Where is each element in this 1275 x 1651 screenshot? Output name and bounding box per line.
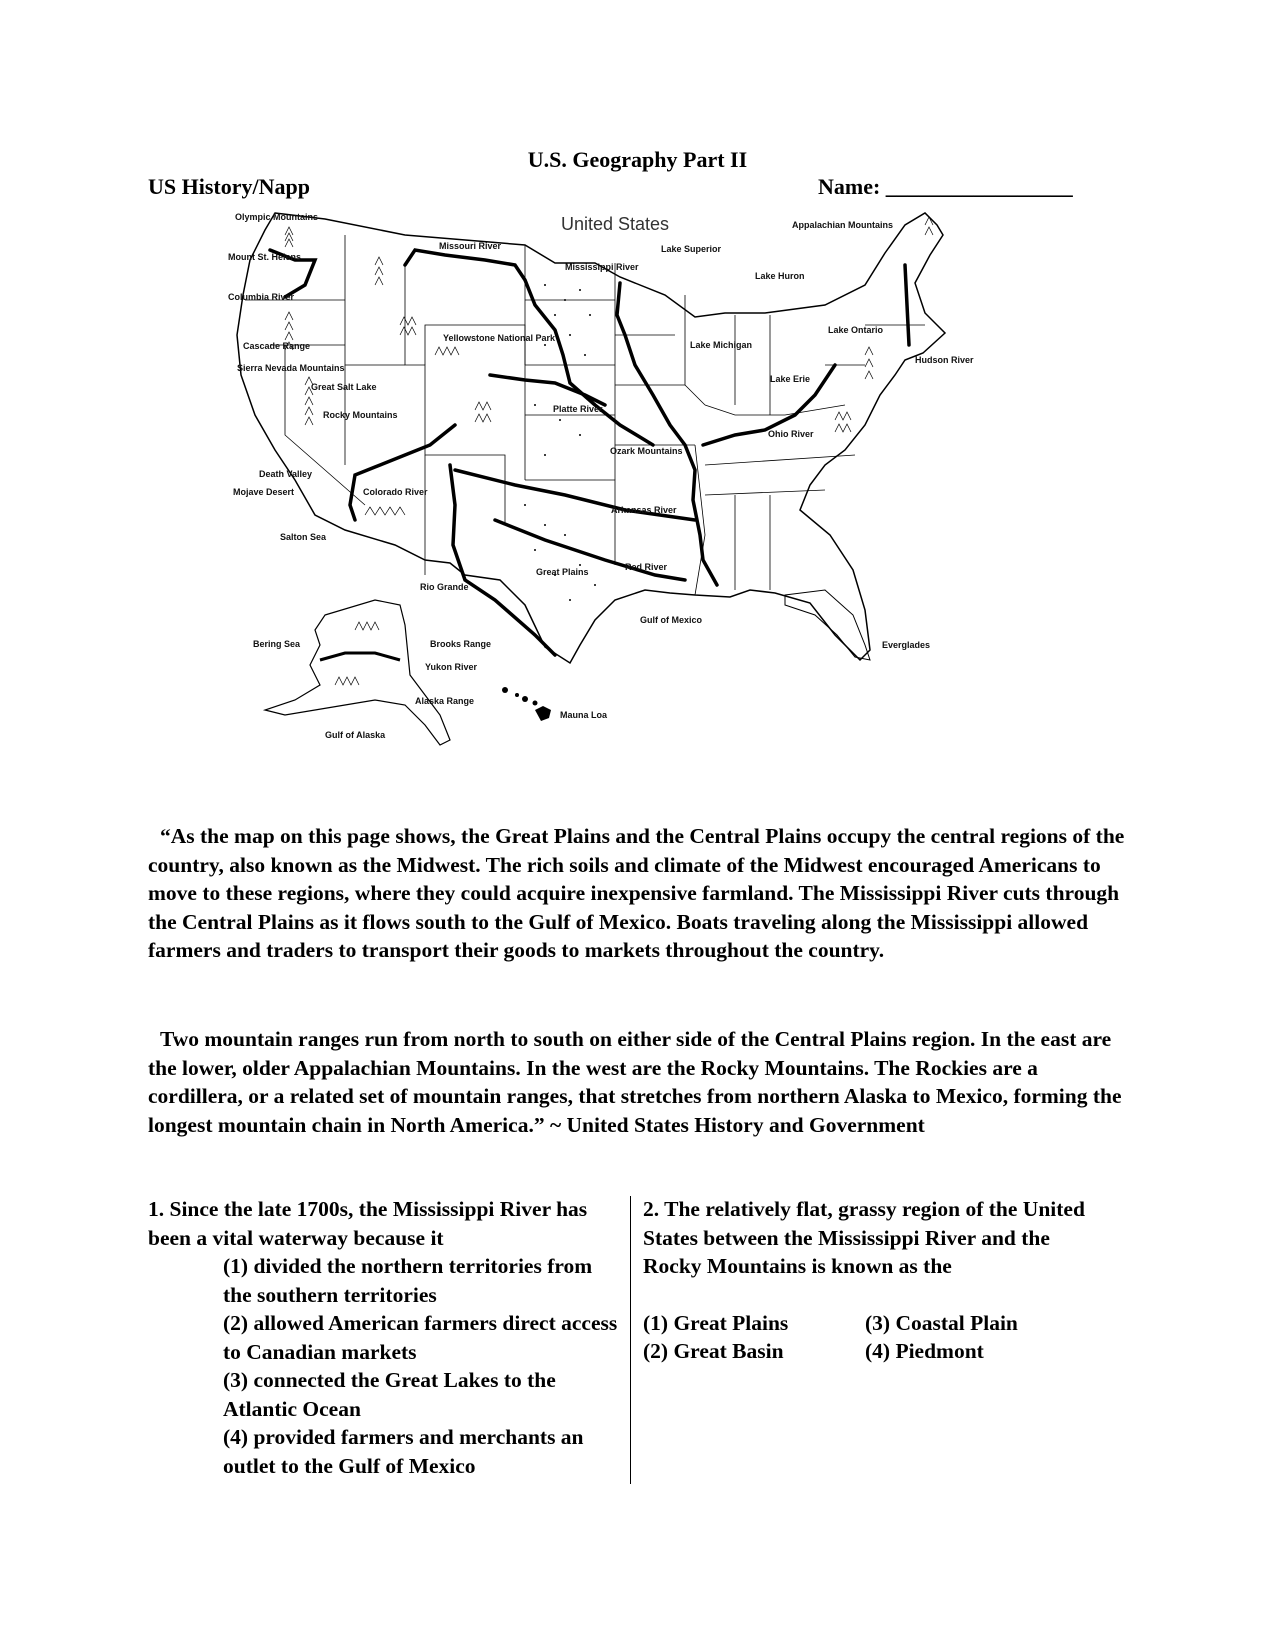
label-gulf-of-alaska: Gulf of Alaska — [325, 730, 386, 740]
label-ozark-mountains: Ozark Mountains — [610, 446, 683, 456]
hawaii-islands — [502, 687, 551, 721]
label-death-valley: Death Valley — [259, 469, 313, 479]
label-arkansas-river: Arkansas River — [611, 505, 677, 515]
label-bering-sea: Bering Sea — [253, 639, 301, 649]
label-lake-superior: Lake Superior — [661, 244, 722, 254]
question-2-option-1[interactable]: (1) Great Plains — [643, 1310, 789, 1335]
label-lake-huron: Lake Huron — [755, 271, 805, 281]
label-yellowstone: Yellowstone National Park — [443, 333, 556, 343]
label-mississippi-river: Mississippi River — [565, 262, 639, 272]
alaska-outline — [265, 600, 450, 745]
label-lake-ontario: Lake Ontario — [828, 325, 884, 335]
label-mojave-desert: Mojave Desert — [233, 487, 295, 497]
label-red-river: Red River — [625, 562, 668, 572]
label-columbia-river: Columbia River — [228, 292, 295, 302]
question-2-stem: 2. The relatively flat, grassy region of the United States between the Mississippi River and the Rocky Mountains is known as the — [643, 1197, 1085, 1278]
label-mauna-loa: Mauna Loa — [560, 710, 608, 720]
label-colorado-river: Colorado River — [363, 487, 428, 497]
label-sierra-nevada: Sierra Nevada Mountains — [237, 363, 345, 373]
question-1 — [148, 1195, 618, 1480]
question-1-option-2[interactable]: (2) allowed American farmers direct access to Canadian markets — [223, 1311, 618, 1364]
label-ohio-river: Ohio River — [768, 429, 814, 439]
label-cascade-range: Cascade Range — [243, 341, 311, 351]
label-everglades: Everglades — [882, 640, 931, 650]
label-brooks-range: Brooks Range — [430, 639, 492, 649]
rio-grande — [450, 465, 555, 655]
label-lake-erie: Lake Erie — [770, 374, 811, 384]
label-appalachian-mountains: Appalachian Mountains — [792, 220, 894, 230]
column-divider — [630, 1196, 631, 1484]
mountain-symbols — [285, 217, 933, 685]
question-1-option-1[interactable]: (1) divided the northern territories from the southern territories — [223, 1254, 593, 1307]
name-field[interactable]: Name: _________________ — [818, 174, 1073, 199]
question-1-option-3[interactable]: (3) connected the Great Lakes to the Atlantic Ocean — [223, 1368, 556, 1421]
question-1-stem: 1. Since the late 1700s, the Mississippi River has been a vital waterway because it — [148, 1197, 588, 1250]
label-alaska-range: Alaska Range — [415, 696, 475, 706]
us-geography-map — [225, 205, 1000, 790]
question-2-option-4[interactable]: (4) Piedmont — [865, 1339, 984, 1363]
label-yukon-river: Yukon River — [425, 662, 478, 672]
label-hudson-river: Hudson River — [915, 355, 974, 365]
course-label: US History/Napp — [148, 174, 310, 199]
label-olympic-mountains: Olympic Mountains — [235, 212, 319, 222]
label-great-salt-lake: Great Salt Lake — [311, 382, 377, 392]
label-rocky-mountains: Rocky Mountains — [323, 410, 398, 420]
missouri-river — [405, 250, 653, 445]
label-rio-grande: Rio Grande — [420, 582, 469, 592]
label-platte-river: Platte River — [553, 404, 603, 414]
label-gulf-of-mexico: Gulf of Mexico — [640, 615, 703, 625]
question-2-option-3[interactable]: (3) Coastal Plain — [865, 1310, 1018, 1335]
question-1-option-4[interactable]: (4) provided farmers and merchants an outlet to the Gulf of Mexico — [223, 1425, 584, 1478]
hudson-river — [905, 265, 909, 345]
label-mount-st-helens: Mount St. Helens — [228, 252, 302, 262]
label-missouri-river: Missouri River — [439, 241, 502, 251]
label-great-plains: Great Plains — [536, 567, 589, 577]
question-2-option-2[interactable]: (2) Great Basin — [643, 1339, 784, 1363]
rivers — [270, 250, 909, 655]
question-2 — [643, 1195, 1113, 1366]
colorado-river — [350, 425, 455, 520]
yukon-river — [320, 653, 400, 660]
label-salton-sea: Salton Sea — [280, 532, 327, 542]
contiguous-us-outline — [237, 213, 945, 663]
reading-passage-1: “As the map on this page shows, the Great Plains and the Central Plains occupy the central regions of the country, also known as the Midwest. The rich soils and climate of the Midwest encouraged Americans to move to these regions, where they could acquire inexpensive farmland. The Mississippi River cuts through the Central Plains as it flows south to the Gulf of Mexico. Boats traveling along the Mississippi allowed farmers and traders to transport their goods to markets throughout the country. — [148, 824, 1125, 962]
reading-passage-2: Two mountain ranges run from north to south on either side of the Central Plains region. In the east are the lower, older Appalachian Mountains. In the west are the Rocky Mountains. The Rockies are a cordillera, or a related set of mountain ranges, that stretches from northern Alaska to Mexico, forming the longest mountain chain in North America.” ~ United States History and Government — [148, 1027, 1122, 1137]
label-lake-michigan: Lake Michigan — [690, 340, 753, 350]
worksheet-title: U.S. Geography Part II — [527, 147, 748, 172]
map-title: United States — [561, 214, 670, 234]
